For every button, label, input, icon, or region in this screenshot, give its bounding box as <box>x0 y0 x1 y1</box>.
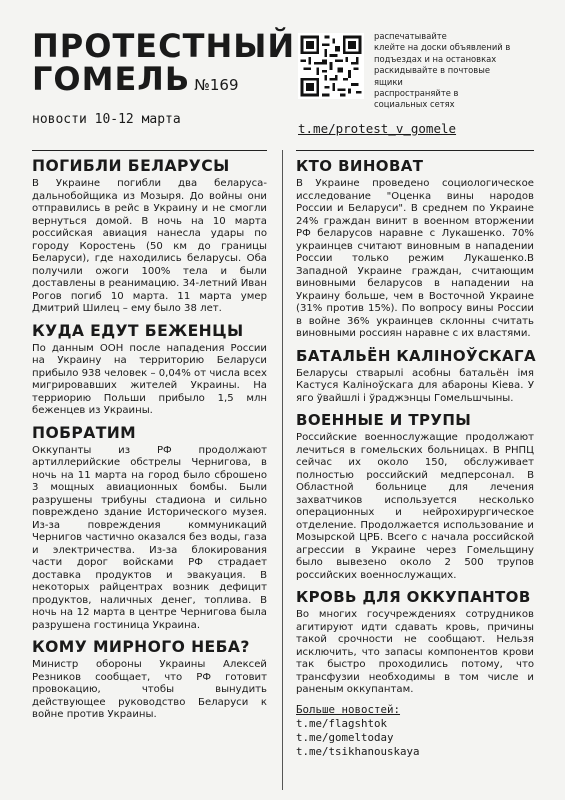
promo-line: распространяйте в <box>374 88 459 99</box>
masthead <box>32 27 296 127</box>
right-column <box>296 150 537 759</box>
promo-line: распечатывайте <box>374 31 447 41</box>
column-divider <box>282 150 283 790</box>
more-news <box>296 703 534 759</box>
article <box>32 424 267 633</box>
article-heading: ПОГИБЛИ БЕЛАРУСЫ <box>32 157 230 175</box>
article-body: В Украине проведено социологическое исследование "Оценка вины народов России и Беларуси". В среднем по Украине 24% граждан винит в военном вторжении РФ беларусов наравне с Лукашенко. 70% украинцев считают виновным в нападении России только режим Лукашенко.В Западной Украине граждан, считающим виновными беларусов в нападении на Украину больше, чем в Восточной Украине (31% против 15%). По вопросу вины России в войне 36% украинцев склонны считать виновными россиян наравне с их властями. <box>296 178 534 339</box>
article-heading: КТО ВИНОВАТ <box>296 157 424 175</box>
article-heading: ПОБРАТИМ <box>32 423 137 442</box>
article-body: Оккупанты из РФ продолжают артиллерийские обстрелы Чернигова, в ночь на 11 марта на город было сброшено 3 мощных авиационных бомбы. Были разрушены трибуны стадиона и сильно повреждено здание Исторического музея. Из-за повреждения коммуникаций Чернигов частично оказался без воды, газа и электричества. Из-за блокирования части дорог войсками РФ страдает доставка продуктов и эвакуация. В некоторых райцентрах возник дефицит продуктов, наличных денег, топлива. В ночь на 12 марта в центре Чернигова была разрушена гостиница Украина. <box>32 444 267 631</box>
more-news-links <box>296 717 420 759</box>
promo-line: раскидывайте в почтовые <box>374 65 491 76</box>
left-column <box>32 150 267 726</box>
article <box>32 157 267 316</box>
promo-line: клейте на доски объявлений в <box>374 42 511 53</box>
article <box>32 638 267 722</box>
more-news-label: Больше новостей: <box>296 702 401 716</box>
article-heading: КРОВЬ ДЛЯ ОККУПАНТОВ <box>296 588 531 606</box>
issue-number: №169 <box>194 76 239 94</box>
telegram-link[interactable]: t.me/tsikhanouskaya <box>296 744 420 758</box>
title-line-1: ПРОТЕСТНЫЙ <box>32 27 296 65</box>
article-body: Министр обороны Украины Алексей Резников сообщает, что РФ готовит провокацию, чтобы вынудить действующее руководство Беларуси к войне против Украины. <box>32 659 267 720</box>
article-body: В Украине погибли два беларуса-дальнобойщика из Мозыря. До войны они отправились в рейс в Украину и не смогли вернуться домой. В ночь на 10 марта российская авиация нанесла удары по городу Коростень (50 км до границы Беларуси), где находились беларусы. Оба получили ожоги 100% тела и были доставлены в реанимацию. 34-летний Иван Рогов погиб 10 марта. 11 марта умер Дмитрий Шилец – ему было 38 лет. <box>32 178 267 314</box>
promo-instructions <box>374 31 549 111</box>
article-body: По данным ООН после нападения России на Украину на территорию Беларуси прибыло 938 человек – 0,04% от числа всех мигрировавших жителей Украины. На терриорию Польши прибыло 1,5 млн беженцев из Украины. <box>32 342 267 416</box>
article <box>296 346 537 406</box>
title-line-2: ГОМЕЛЬ <box>32 60 191 98</box>
promo-line: подъездах и на остановках <box>374 53 497 64</box>
promo-line: ящики <box>374 76 403 87</box>
telegram-link-main[interactable]: t.me/protest_v_gomele <box>298 121 457 136</box>
article <box>296 588 534 697</box>
article-heading: КОМУ МИРНОГО НЕБА? <box>32 638 250 656</box>
telegram-link[interactable]: t.me/flagshtok <box>296 716 388 730</box>
article-heading: ВОЕННЫЕ И ТРУПЫ <box>296 411 472 429</box>
article-heading: КУДА ЕДУТ БЕЖЕНЦЫ <box>32 321 244 340</box>
newspaper-title <box>32 27 296 102</box>
qr-code-icon <box>298 33 364 99</box>
promo-line: социальных сетях <box>374 99 455 110</box>
article <box>296 157 534 341</box>
article-heading: БАТАЛЬЁН КАЛІНОЎСКАГА <box>296 346 537 365</box>
article-body: Беларусы стварылі асобны батальён імя Кастуся Каліноўскага для абароны Кіева. У яго ўвайшлі і ўраджэнцы Гомельшчыны. <box>296 367 534 404</box>
news-dates: новости 10-12 марта <box>32 112 181 127</box>
article-body: Российские военнослужащие продолжают лечиться в гомельских больницах. В РНПЦ сейчас их около 150, обслуживает полностью российский медперсонал. В Областной больнице для лечения захватчиков используется несколько операционных и нейрохирургическое отделение. Продолжается использование и Мозырской ЦРБ. Всего с начала российской агрессии в Украине через Гомельщину было вывезено около 2 500 трупов российских военнослужащих. <box>296 432 534 581</box>
article <box>32 322 267 418</box>
telegram-link[interactable]: t.me/gomeltoday <box>296 730 394 744</box>
article <box>296 411 534 582</box>
article-body: Во многих госучреждениях сотрудников агитируют идти сдавать кровь, причины такой срочности не сообщают. Нельзя исключить, что запасы компонентов крови так быстро проходились потому, что трансфузии необходимы в том числе и раненым оккупантам. <box>296 609 534 695</box>
